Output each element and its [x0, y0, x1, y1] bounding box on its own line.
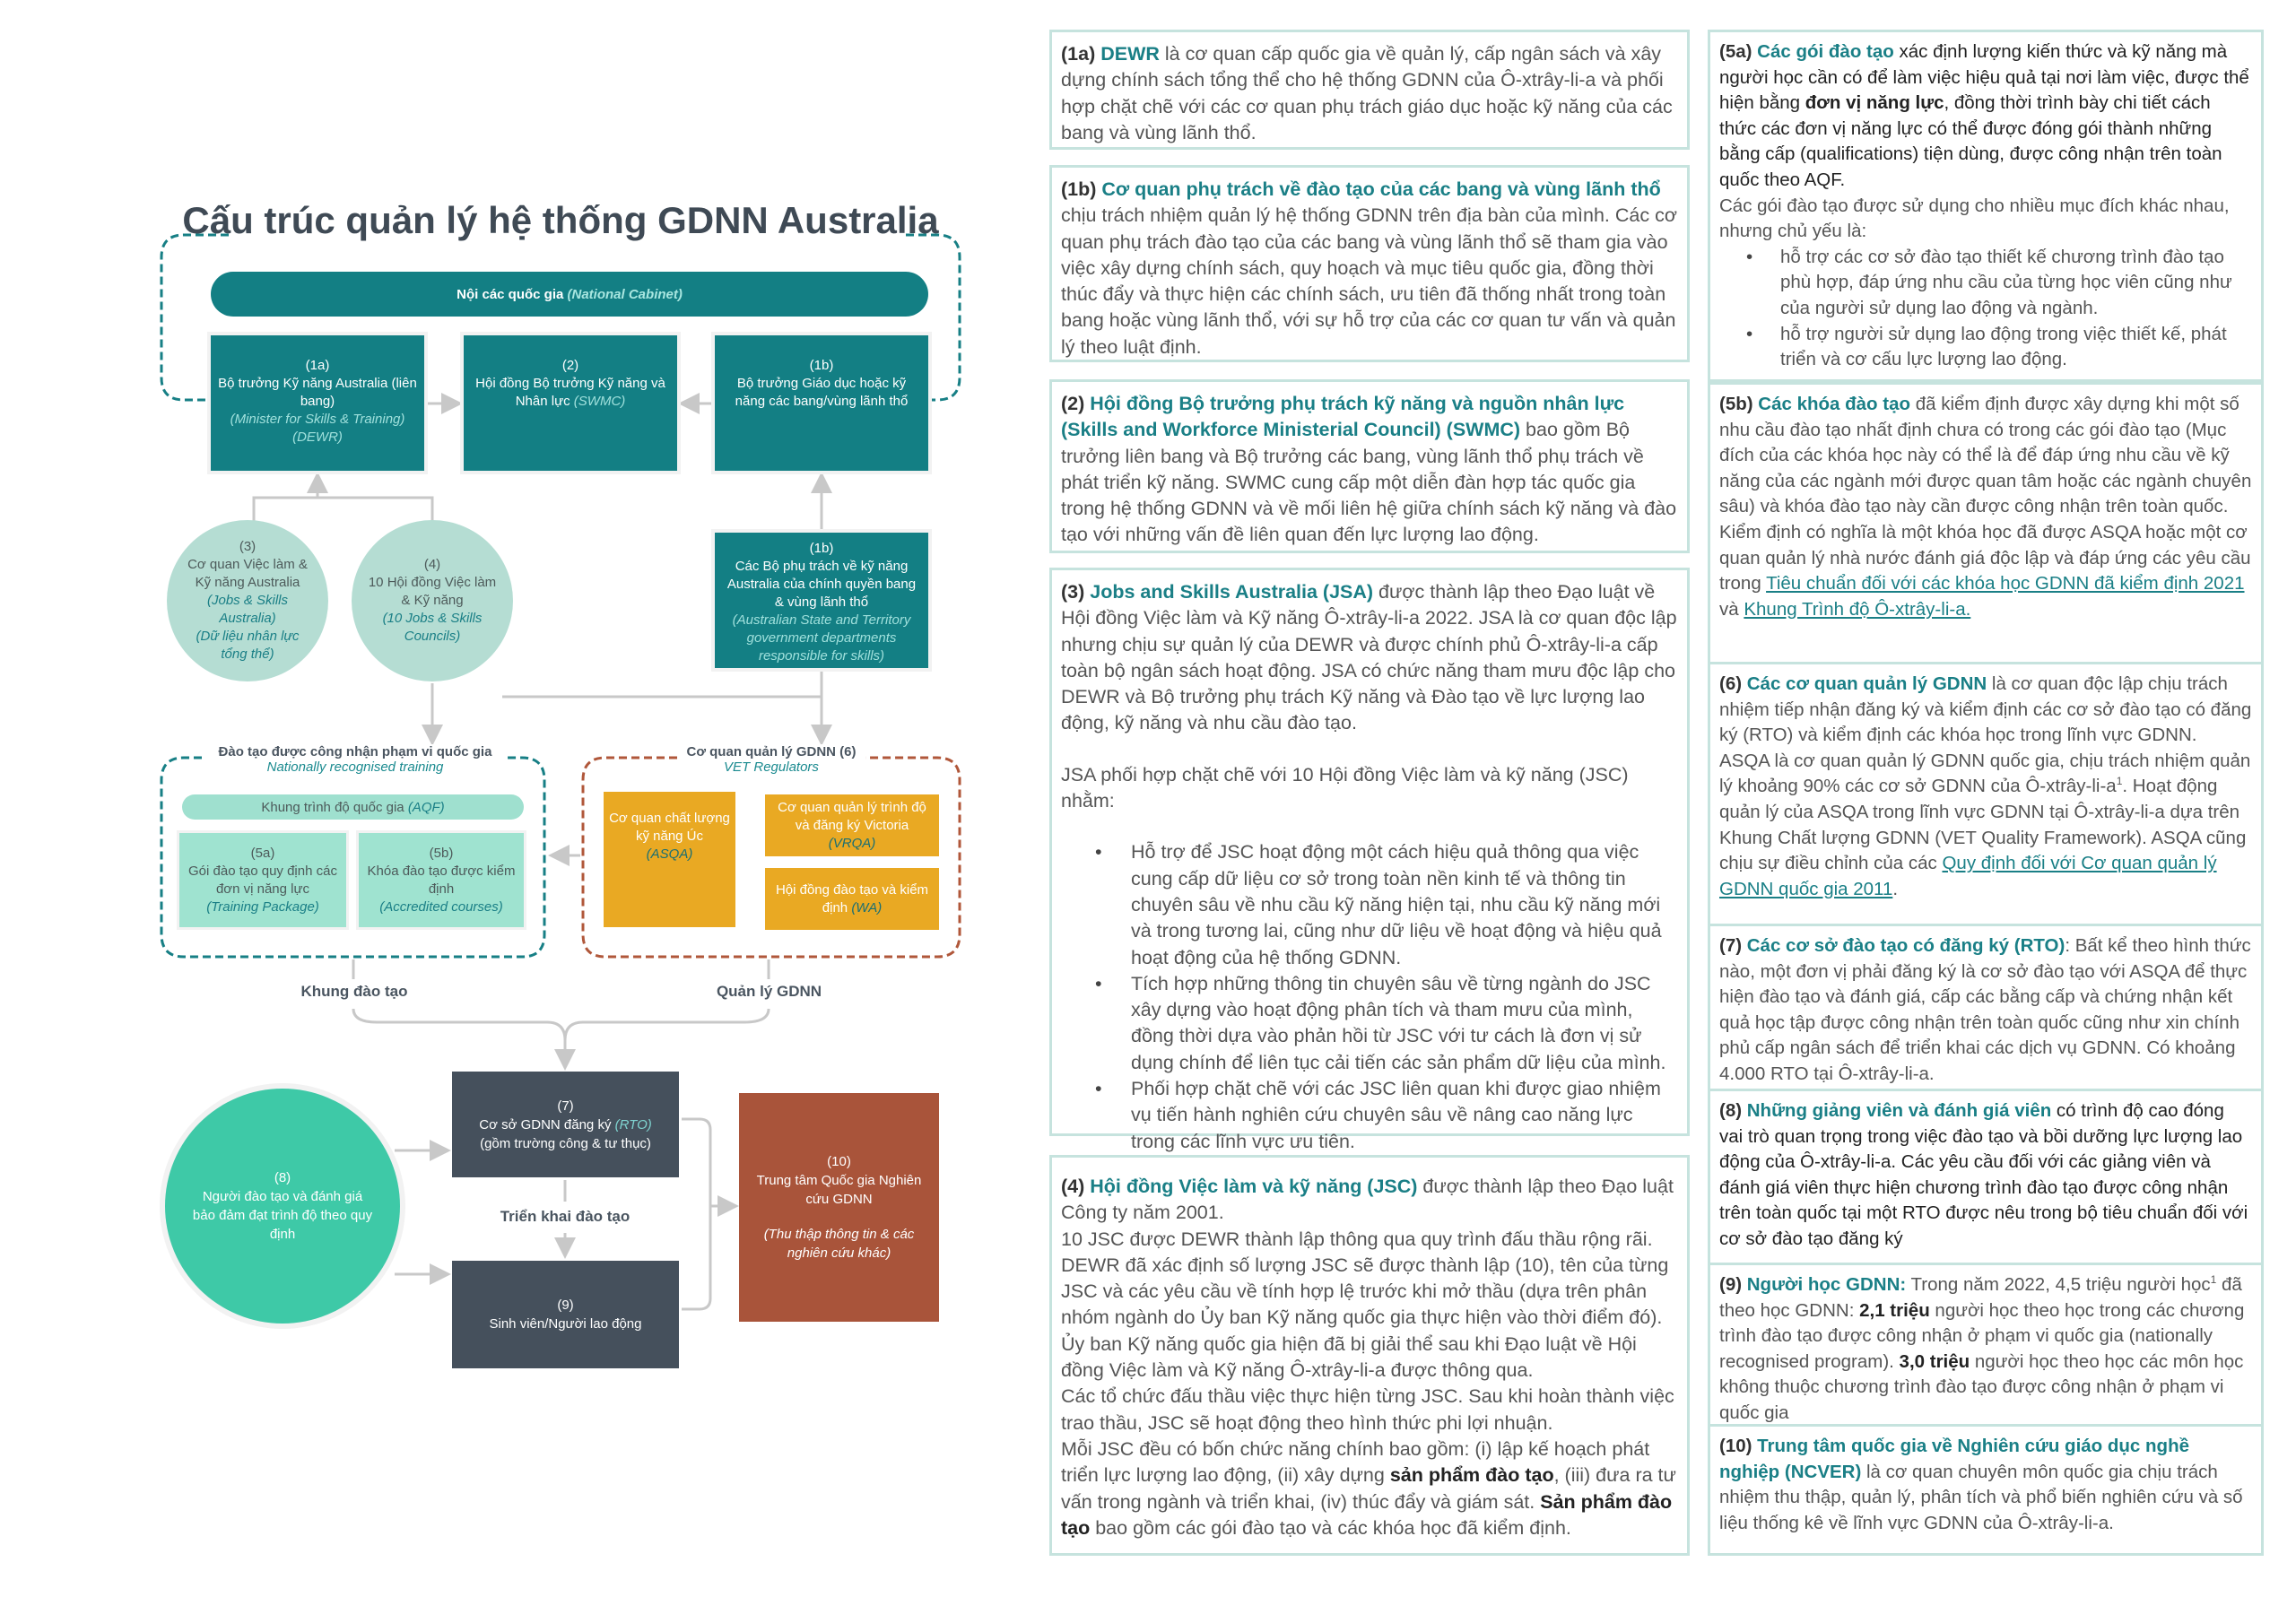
box-asqa [604, 792, 735, 927]
text: , đồng thời trình bày chi tiết cách thức các đơn vị năng lực có thể được đóng gói thành những bằng cấp (qualifications) tiện dùng, được công nhận trên toàn quốc theo AQF. [1719, 92, 2222, 190]
paragraph [1719, 520, 2252, 622]
item-heading: Các cơ quan quản lý GDNN [1746, 673, 1987, 694]
box-9-students [452, 1261, 679, 1368]
box-en: (ASQA) [646, 846, 693, 862]
box-en: (Training Package) [206, 898, 319, 915]
bullet-item [1061, 971, 1678, 1076]
paragraph [1719, 933, 2252, 1088]
text: xác định lượng kiến thức và kỹ năng mà người học cần có để làm việc hiệu quả tại nơi làm việc, được thể hiện bằng [1719, 41, 2249, 114]
panel-1a [1049, 30, 1690, 150]
box-2-swmc [464, 335, 677, 471]
paragraph [1719, 392, 2252, 520]
box-number: (1b) [809, 358, 834, 373]
text: ASQA là cơ quan quản lý GDNN quốc gia, chịu trách nhiệm quản lý khoảng 90% các cơ sở GDNN của Ô-xtrây-li-a [1719, 750, 2251, 797]
flow-label-delivery: Triển khai đào tạo [500, 1208, 631, 1225]
cabinet-label: Nội các quốc gia [457, 286, 564, 302]
flow-label-training: Khung đào tạo [300, 983, 408, 1000]
bold-text: 2,1 triệu [1859, 1299, 1930, 1321]
text: . [1892, 878, 1899, 899]
text: Phối hợp chặt chẽ với các JSC liên quan khi được giao nhiệm vụ tiến hành nghiên cứu chuyên sâu về nâng cao năng lực trong các lĩnh vực ưu tiên. [1131, 1078, 1661, 1152]
paragraph [1719, 1272, 2252, 1427]
cabinet-en: (National Cabinet) [567, 286, 683, 302]
text: người học theo học trong các chương trình đào tạo được công nhận ở phạm vi quốc gia (nationally recognised program). [1719, 1299, 2245, 1372]
bold-text: sản phẩm đào tạo [1389, 1464, 1554, 1487]
group-en: Nationally recognised training [266, 759, 444, 775]
reference-link[interactable]: Khung Trình độ Ô-xtrây-li-a. [1744, 598, 1971, 620]
box-label: Khóa đào tạo được kiểm định [367, 863, 516, 897]
paragraph [1061, 579, 1678, 737]
item-heading: Những giảng viên và đánh giá viên [1746, 1100, 2052, 1121]
item-heading: Các cơ sở đào tạo có đăng ký (RTO) [1746, 935, 2066, 956]
box-en: (Australian State and Territory government departments responsible for skills) [732, 612, 911, 664]
panel-8 [1708, 1089, 2264, 1265]
item-number: (10) [1719, 1436, 1758, 1456]
item-heading: Các gói đào tạo [1757, 41, 1894, 62]
panel-1b [1049, 165, 1690, 362]
circle-label: Người đào tạo và đánh giá bảo đảm đạt trình độ theo quy định [192, 1189, 373, 1242]
box-5b-accredited-courses [359, 833, 524, 927]
item-number: (5b) [1719, 394, 1759, 414]
text: đã theo học GDNN: [1719, 1274, 2242, 1321]
box-1a-minister [211, 335, 424, 471]
aqf-en: (AQF) [407, 799, 445, 815]
box-10-ncver [739, 1093, 939, 1322]
diagram-title: Cấu trúc quản lý hệ thống GDNN Australia [182, 199, 939, 241]
item-heading: Người học GDNN: [1746, 1274, 1907, 1295]
text: bao gồm các gói đào tạo và các khóa học đã kiểm định. [1090, 1516, 1571, 1539]
item-heading: Các khóa đào tạo [1758, 394, 1911, 414]
box-label: Gói đào tạo quy định các đơn vị năng lực [188, 863, 337, 897]
box-label: Hội đồng đào tạo và kiểm định [775, 881, 929, 916]
panel-7 [1708, 924, 2264, 1091]
item-number: (7) [1719, 935, 1747, 956]
box-label: Cơ quan chất lượng kỹ năng Úc [609, 811, 730, 844]
bold-text: Sản phẩm đào tạo [1061, 1490, 1673, 1539]
circle-4-jsc [352, 520, 513, 681]
text: bao gồm Bộ trưởng liên bang và Bộ trưởng các bang, vùng lãnh thổ phụ trách về phát triển kỹ năng. SWMC cung cấp một diễn đàn hợp tác quốc gia trong hệ thống GDNN và về mối liên hệ giữa chính sách kỹ năng và đào tạo với những vấn đề liên quan đến lực lượng lao động. [1061, 419, 1677, 546]
text: JSA phối hợp chặt chẽ với 10 Hội đồng Việc làm và kỹ năng (JSC) nhằm: [1061, 763, 1629, 812]
text: : Bất kể theo hình thức nào, một đơn vị phải đăng ký là cơ sở đào tạo với ASQA để thực hiện đào tạo và đánh giá, cấp các bằng cấp và chứng nhận kết quả học tập được công nhận trên toàn quốc cũng như xin chính phủ cấp ngân sách để triển khai các dịch vụ GDNN. Có khoảng 4.000 RTO tại Ô-xtrây-li-a. [1719, 935, 2251, 1084]
text: Mỗi JSC đều có bốn chức năng chính bao gồm: (i) lập kế hoạch phát triển lực lượng lao động, (ii) xây dựng [1061, 1437, 1650, 1487]
item-number: (2) [1061, 393, 1091, 414]
item-heading: DEWR [1100, 43, 1160, 65]
group-label: Cơ quan quản lý GDNN (6) [686, 744, 857, 759]
item-number: (6) [1719, 673, 1747, 694]
text: , (iii) đưa ra tư vấn trong ngành và triển khai, (iv) thúc đẩy và giám sát. [1061, 1464, 1676, 1513]
item-number: (1a) [1061, 43, 1101, 65]
group-label: Đào tạo được công nhận phạm vi quốc gia [218, 744, 492, 759]
item-heading: Jobs and Skills Australia (JSA) [1090, 581, 1374, 603]
national-cabinet-box [211, 272, 928, 317]
bold-text: 3,0 triệu [1899, 1350, 1970, 1372]
box-en: (VRQA) [828, 835, 876, 851]
paragraph [1061, 1384, 1678, 1436]
box-number: (10) [827, 1154, 851, 1169]
bullet-list [1061, 839, 1678, 1155]
panel-2 [1049, 379, 1690, 553]
circle-number: (8) [274, 1170, 291, 1185]
aqf-bar [182, 794, 524, 820]
paragraph [1061, 41, 1678, 146]
box-1b-state-minister [715, 335, 928, 471]
group-en: VET Regulators [724, 759, 819, 775]
box-number: (9) [557, 1298, 574, 1313]
box-label: Trung tâm Quốc gia Nghiên cứu GDNN [756, 1173, 922, 1207]
paragraph [1719, 194, 2252, 245]
box-7-rto [452, 1072, 679, 1177]
text: Hỗ trợ để JSC hoạt động một cách hiệu quả thông qua việc cung cấp dữ liệu cơ sở trong toàn nền kinh tế và thông tin chuyên sâu về nhu cầu kỹ năng hiện tại, nhu cầu kỹ năng mới và trong tương lai, cũng như dữ liệu về hoạt động và hiệu quả hoạt động của hệ thống GDNN. [1131, 841, 1662, 968]
text: Tích hợp những thông tin chuyên sâu về từng ngành do JSC xây dựng vào hoạt động phân tích và tham mưu của mình, đồng thời dựa vào phản hồi từ JSC với tư cách là đơn vị sử dụng chính để liên tục cải tiến các sản phẩm dữ liệu của mình. [1131, 972, 1666, 1073]
reference-link[interactable]: Quy định đối với Cơ quan quản lý GDNN quốc gia 2011 [1719, 853, 2217, 899]
box-vrqa [765, 794, 939, 856]
training-group-title [208, 744, 502, 775]
item-heading: Hội đồng Bộ trưởng phụ trách kỹ năng và nguồn nhân lực (Skills and Workforce Ministerial Council) (SWMC) [1061, 393, 1625, 441]
box-5a-training-package [179, 833, 346, 927]
box-en: (RTO) [614, 1116, 652, 1133]
circle-label: Cơ quan Việc làm & Kỹ năng Australia [187, 557, 308, 590]
text: . Hoạt động quản lý của ASQA trong lĩnh vực GDNN tại Ô-xtrây-li-a dựa trên Khung Chất lượng GDNN (VET Quality Framework). ASQA cũng chịu sự điều chỉnh của các [1719, 776, 2247, 874]
box-wa [765, 868, 939, 930]
text: hỗ trợ người sử dụng lao động trong việc thiết kế, phát triển và cơ cấu lực lượng lao động. [1780, 323, 2227, 370]
box-number: (5b) [429, 845, 454, 861]
paragraph [1061, 1227, 1678, 1384]
box-number: (2) [561, 358, 579, 373]
paragraph [1061, 1436, 1678, 1541]
panel-5b [1708, 382, 2264, 664]
panel-4 [1049, 1155, 1690, 1556]
box-number: (1b) [809, 541, 834, 556]
text: đã kiểm định được xây dựng khi một số nhu cầu đào tạo nhất định chưa có trong các gói đào tạo (Mục đích của các khóa học này có thể là để đáp ứng nhu cầu về kỹ năng của các ngành mới được quan tâm hoặc các ngành chuyên sâu) và khóa đào tạo này cần được công nhận trên toàn quốc. [1719, 394, 2252, 517]
text: hỗ trợ các cơ sở đào tạo thiết kế chương trình đào tạo phù hợp, đáp ứng nhu cầu của từng học viên cũng như của người sử dụng lao động và ngành. [1780, 246, 2232, 318]
panel-5a [1708, 30, 2264, 382]
text: Các tổ chức đấu thầu việc thực hiện từng JSC. Sau khi hoàn thành việc trao thầu, JSC sẽ hoạt động theo hình thức phi lợi nhuận. [1061, 1385, 1674, 1434]
bullet-list [1719, 245, 2252, 373]
box-label: Cơ sở GDNN đăng ký [479, 1116, 612, 1133]
text: chịu trách nhiệm quản lý hệ thống GDNN trên địa bàn của mình. Các cơ quan phụ trách đào tạo của các bang và vùng lãnh thổ sẽ tham gia vào việc xây dựng chính sách, quy hoạch và mục tiêu quốc gia, đồng thời thúc đẩy và thực hiện các chính sách, ưu tiên đã thống nhất trong toàn bang hoặc vùng lãnh thổ, với sự hỗ trợ của các cơ quan tư vấn và quản lý theo luật định. [1061, 204, 1677, 358]
item-heading: Trung tâm quốc gia về Nghiên cứu giáo dục nghề nghiệp (NCVER) [1719, 1436, 2189, 1482]
item-number: (5a) [1719, 41, 1758, 62]
footnote-mark: 1 [2210, 1273, 2217, 1287]
box-en: (SWMC) [573, 394, 626, 409]
paragraph [1061, 1174, 1678, 1227]
text: có trình độ cao đóng vai trò quan trọng trong việc đào tạo và bồi dưỡng lực lượng lao động của Ô-xtrây-li-a. Các yêu cầu đối với các giảng viên và đánh giá viên thực hiện chương trình đào tạo được công nhận trên toàn quốc tại một RTO được nêu trong bộ tiêu chuẩn đối với cơ sở đào tạo đăng ký [1719, 1100, 2248, 1249]
panel-10 [1708, 1424, 2264, 1556]
text: là cơ quan chuyên môn quốc gia chịu trách nhiệm thu thập, quản lý, phân tích và phổ biến nghiên cứu và số liệu thống kê về lĩnh vực GDNN của Ô-xtrây-li-a. [1719, 1461, 2243, 1533]
box-label: Các Bộ phụ trách về kỹ năng Australia của chính quyền bang & vùng lãnh thổ [726, 559, 917, 610]
box-label: Hội đồng Bộ trưởng Kỹ năng và Nhân lực [475, 376, 665, 409]
box-label: Bộ trưởng Kỹ năng Australia (liên bang) [218, 376, 417, 409]
paragraph [1719, 39, 2252, 194]
bullet-item [1061, 839, 1678, 970]
circle-label: 10 Hội đồng Việc làm & Kỹ năng [368, 575, 497, 608]
item-number: (8) [1719, 1100, 1747, 1121]
circle-3-jsa [167, 520, 328, 681]
box-label: Bộ trưởng Giáo dục hoặc kỹ năng các bang/vùng lãnh thổ [735, 376, 909, 409]
text: Kiểm định có nghĩa là một khóa học đã được ASQA hoặc một cơ quan quản lý nhà nước đánh giá độc lập và đáp ứng các yêu cầu trong [1719, 521, 2251, 595]
bullet-item [1719, 322, 2252, 373]
box-note: (gồm trường công & tư thục) [480, 1135, 651, 1151]
circle-number: (3) [239, 539, 257, 554]
text: Trong năm 2022, 4,5 triệu người học [1906, 1274, 2211, 1295]
paragraph [1719, 1098, 2252, 1253]
text: 10 JSC được DEWR thành lập thông qua quy trình đấu thầu rộng rãi. DEWR đã xác định số lượng JSC sẽ được thành lập (10), tên của từng JSC và các yêu cầu về tính hợp lệ trước khi mở thầu (dựa trên phân nhóm ngành do Ủy ban Kỹ năng quốc gia thực hiện vào thời điểm đó). Ủy ban Kỹ năng quốc gia hiện đã bị giải thể sau khi Đạo luật về Hội đồng Việc làm và Kỹ năng Ô-xtrây-li-a được thông qua. [1061, 1228, 1669, 1382]
bullet-item [1061, 1076, 1678, 1155]
box-number: (5a) [250, 845, 275, 861]
item-heading: Hội đồng Việc làm và kỹ năng (JSC) [1090, 1176, 1418, 1197]
item-number: (4) [1061, 1176, 1091, 1197]
circle-number: (4) [423, 557, 441, 572]
item-number: (3) [1061, 581, 1091, 603]
paragraph [1719, 749, 2252, 903]
flow-label-management: Quản lý GDNN [716, 983, 822, 1000]
text: là cơ quan cấp quốc gia về quản lý, cấp ngân sách và xây dựng chính sách tổng thể cho hệ thống GDNN của Ô-xtrây-li-a và phối hợp chặt chẽ với các cơ quan phụ trách giáo dục hoặc kỹ năng của các bang và vùng lãnh thổ. [1061, 43, 1673, 143]
text: là cơ quan độc lập chịu trách nhiệm tiếp nhận đăng ký và kiểm định các cơ sở đào tạo có đăng ký (RTO) và kiểm định các khóa học trong lĩnh vực GDNN. [1719, 673, 2252, 746]
circle-en: (10 Jobs & Skills Councils) [382, 611, 483, 644]
paragraph [1061, 177, 1678, 360]
text: và [1719, 598, 1744, 620]
box-number: (7) [557, 1098, 574, 1114]
paragraph [1719, 672, 2252, 749]
item-number: (9) [1719, 1274, 1747, 1295]
item-number: (1b) [1061, 178, 1102, 200]
box-label: Cơ quan quản lý trình độ và đăng ký Victoria [778, 799, 926, 833]
aqf-label: Khung trình độ quốc gia [261, 799, 404, 815]
panel-9 [1708, 1263, 2264, 1427]
reference-link[interactable]: Tiêu chuẩn đối với các khóa học GDNN đã kiểm định 2021 [1766, 573, 2245, 595]
panel-6 [1708, 662, 2264, 926]
regulators-group-title [677, 744, 865, 775]
footnote-mark: 1 [2116, 775, 2123, 788]
paragraph [1719, 1434, 2252, 1536]
bullet-item [1719, 245, 2252, 322]
text: người học theo học các môn học không thuộc chương trình đào tạo được công nhận ở phạm vi quốc gia [1719, 1350, 2244, 1423]
text: Các gói đào tạo được sử dụng cho nhiều mục đích khác nhau, nhưng chủ yếu là: [1719, 195, 2230, 242]
box-label: Sinh viên/Người lao động [489, 1316, 642, 1332]
circle-note: (Dữ liệu nhân lực tổng thể) [196, 629, 300, 662]
box-number: (1a) [305, 358, 330, 373]
circle-en: (Jobs & Skills Australia) [206, 593, 289, 626]
item-heading: Cơ quan phụ trách về đào tạo của các bang và vùng lãnh thổ [1101, 178, 1661, 200]
text: được thành lập theo Đạo luật về Hội đồng Việc làm và Kỹ năng Ô-xtrây-li-a 2022. JSA là cơ quan độc lập nhưng chịu sự quản lý của DEWR và được chính phủ Ô-xtrây-li-a cấp toàn bộ ngân sách hoạt động. JSA có chức năng tham mưu độc lập cho DEWR và Bộ trưởng phụ trách Kỹ năng và Đào tạo về lực lượng lao động, kỹ năng và nhu cầu đào tạo. [1061, 581, 1677, 734]
box-en: (WA) [851, 899, 883, 916]
panel-3 [1049, 568, 1690, 1152]
circle-8-trainers [165, 1089, 400, 1324]
box-en: (Minister for Skills & Training) (DEWR) [230, 412, 405, 445]
box-note: (Thu thập thông tin & các nghiên cứu khác) [763, 1227, 915, 1261]
box-en: (Accredited courses) [379, 898, 503, 915]
text: được thành lập theo Đạo luật Công ty năm 2001. [1061, 1176, 1674, 1224]
paragraph [1061, 762, 1678, 815]
bold-text: đơn vị năng lực [1805, 92, 1944, 114]
box-1b-state-departments [715, 533, 928, 668]
paragraph [1061, 391, 1678, 549]
